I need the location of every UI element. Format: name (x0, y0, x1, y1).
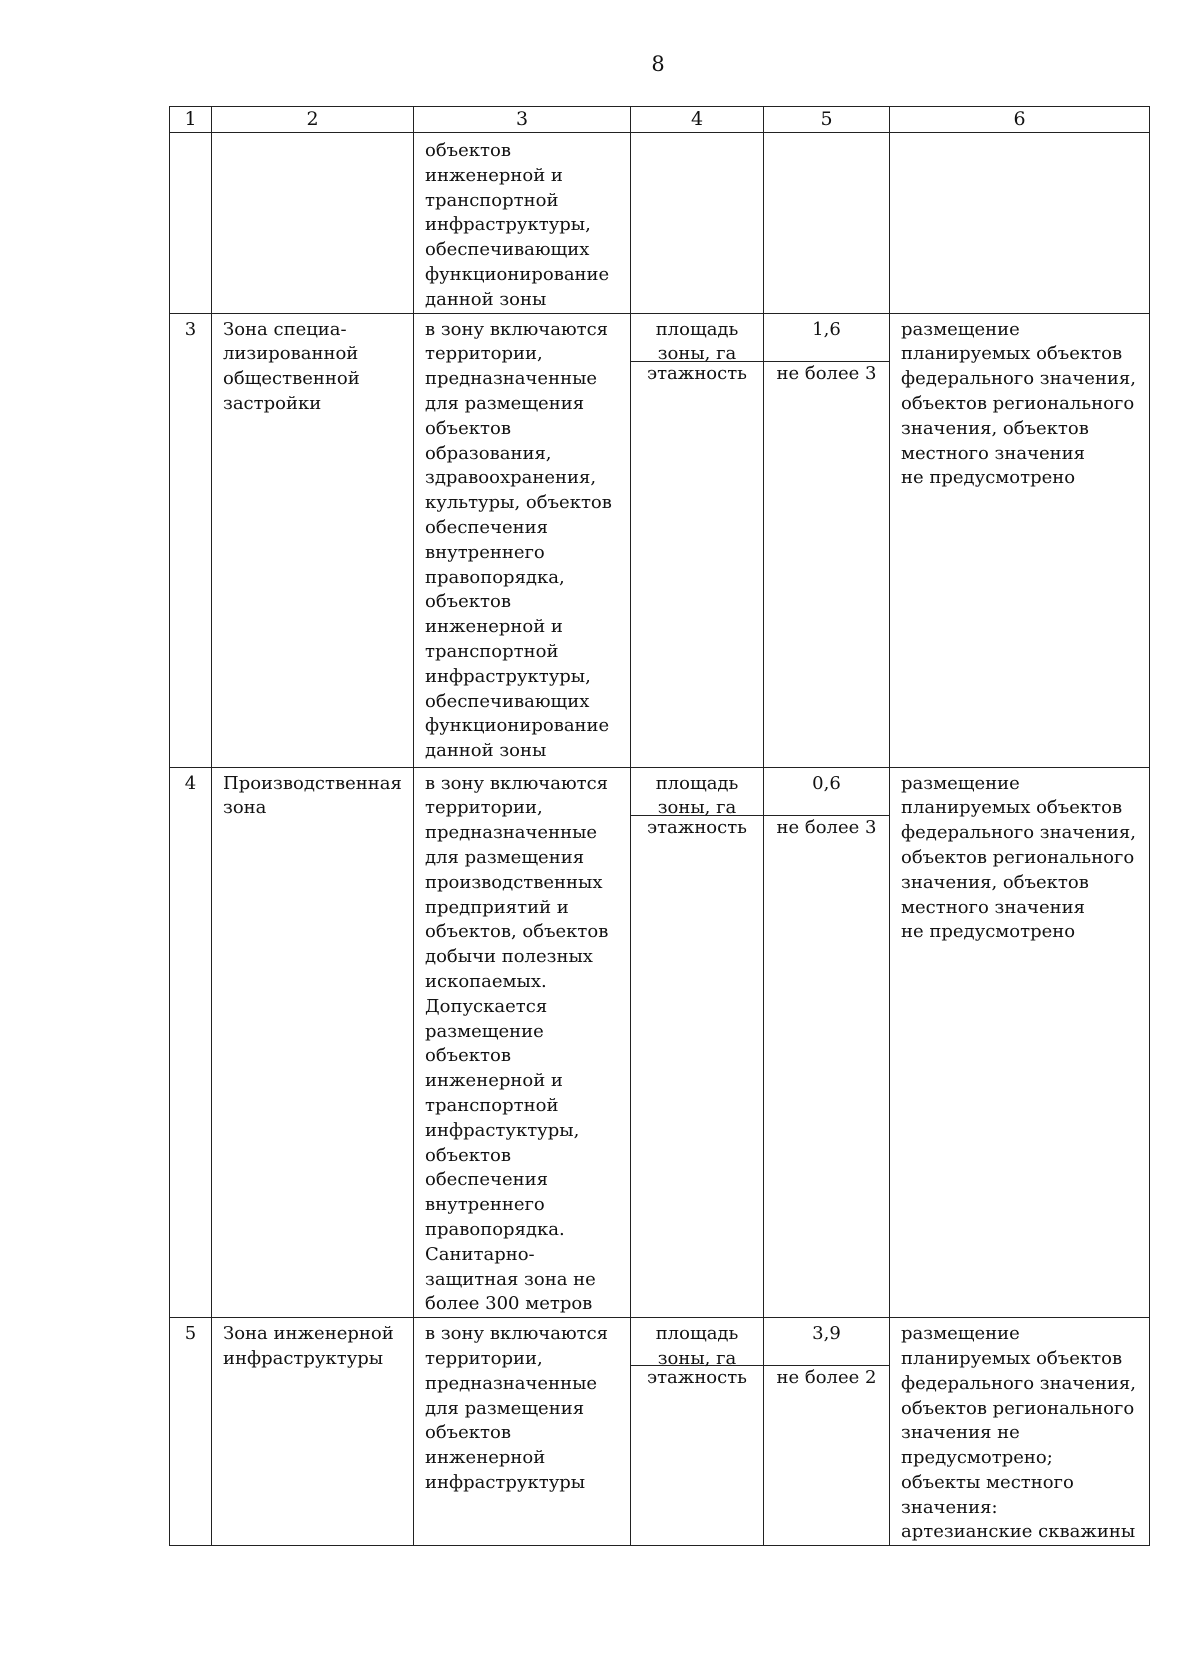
param-floors-label: этажность (646, 362, 747, 384)
row-number: 5 (170, 1318, 212, 1546)
zone-objects-text: размещение планируемых объектов федерального значения, объектов регионального значения не предусмотрено; объекты местного значения: артезианские скважины (901, 1323, 1136, 1543)
param-area-value: 3,9 (764, 1318, 889, 1366)
zone-description (414, 1318, 631, 1546)
param-area-label: площадь зоны, га (631, 314, 763, 362)
param-values (764, 767, 890, 1318)
param-floors-value: не более 3 (776, 816, 877, 838)
continuation-description (414, 133, 631, 314)
row-number: 4 (170, 767, 212, 1318)
header-cell-1: 1 (170, 107, 212, 133)
table-row (170, 313, 1150, 767)
header-row (170, 107, 1150, 133)
page-number: 8 (651, 52, 665, 76)
zone-name (212, 767, 414, 1318)
header-cell-2: 2 (212, 107, 414, 133)
param-area-label: площадь зоны, га (631, 1318, 763, 1366)
continuation-param (631, 133, 764, 314)
zone-objects-text: размещение планируемых объектов федерального значения, объектов регионального значения, объектов местного значения не предусмотрено (901, 772, 1136, 943)
zones-table (169, 106, 1150, 1546)
continuation-value (764, 133, 890, 314)
zone-objects (890, 767, 1150, 1318)
param-values (764, 313, 890, 767)
continuation-description-text: объектов инженерной и транспортной инфраструктуры, обеспечивающих функционирование данной зоны (425, 140, 610, 310)
zone-description-text: в зону включаются территории, предназначенные для размещения объектов инженерной инфраструктуры (425, 1323, 609, 1493)
zone-name (212, 313, 414, 767)
param-values (764, 1318, 890, 1546)
param-floors-label: этажность (646, 816, 747, 838)
zone-description-text: в зону включаются территории, предназначенные для размещения объектов образования, здравоохранения, культуры, объектов обеспечения внутреннего правопорядка, объектов инженерной и транспортной инфраструктуры, обеспечивающих функционирование данной зоны (425, 318, 612, 762)
header-cell-5: 5 (764, 107, 890, 133)
param-area-value: 1,6 (764, 314, 889, 362)
zone-objects (890, 1318, 1150, 1546)
param-floors-value: не более 2 (776, 1367, 877, 1389)
zone-objects (890, 313, 1150, 767)
zone-name-text: Зона специа- лизированной общественной застройки (223, 318, 360, 414)
param-labels (631, 313, 764, 767)
continuation-num (170, 133, 212, 314)
table-row (170, 767, 1150, 1318)
zone-objects-text: размещение планируемых объектов федерального значения, объектов регионального значения, объектов местного значения не предусмотрено (901, 318, 1136, 489)
zone-description (414, 767, 631, 1318)
zone-name (212, 1318, 414, 1546)
param-labels (631, 767, 764, 1318)
param-labels (631, 1318, 764, 1546)
param-floors-label: этажность (646, 1367, 747, 1389)
zone-name-text: Производственная зона (223, 772, 402, 819)
param-floors-value: не более 3 (776, 362, 877, 384)
row-number: 3 (170, 313, 212, 767)
header-cell-4: 4 (631, 107, 764, 133)
continuation-name (212, 133, 414, 314)
param-area-value: 0,6 (764, 768, 889, 816)
continuation-objects (890, 133, 1150, 314)
table-row (170, 1318, 1150, 1546)
zone-description (414, 313, 631, 767)
continuation-row (170, 133, 1150, 314)
header-cell-3: 3 (414, 107, 631, 133)
param-area-label: площадь зоны, га (631, 768, 763, 816)
header-cell-6: 6 (890, 107, 1150, 133)
zone-name-text: Зона инженерной инфраструктуры (223, 1323, 394, 1369)
zone-description-text: в зону включаются территории, предназначенные для размещения производственных предприятий и объектов, объектов добычи полезных ископаемых. Допускается размещение объектов инженерной и транспортной инфрастуктуры, объектов обеспечения внутреннего правопорядка. Санитарно- защитная зона не более 300 метров (425, 772, 609, 1315)
